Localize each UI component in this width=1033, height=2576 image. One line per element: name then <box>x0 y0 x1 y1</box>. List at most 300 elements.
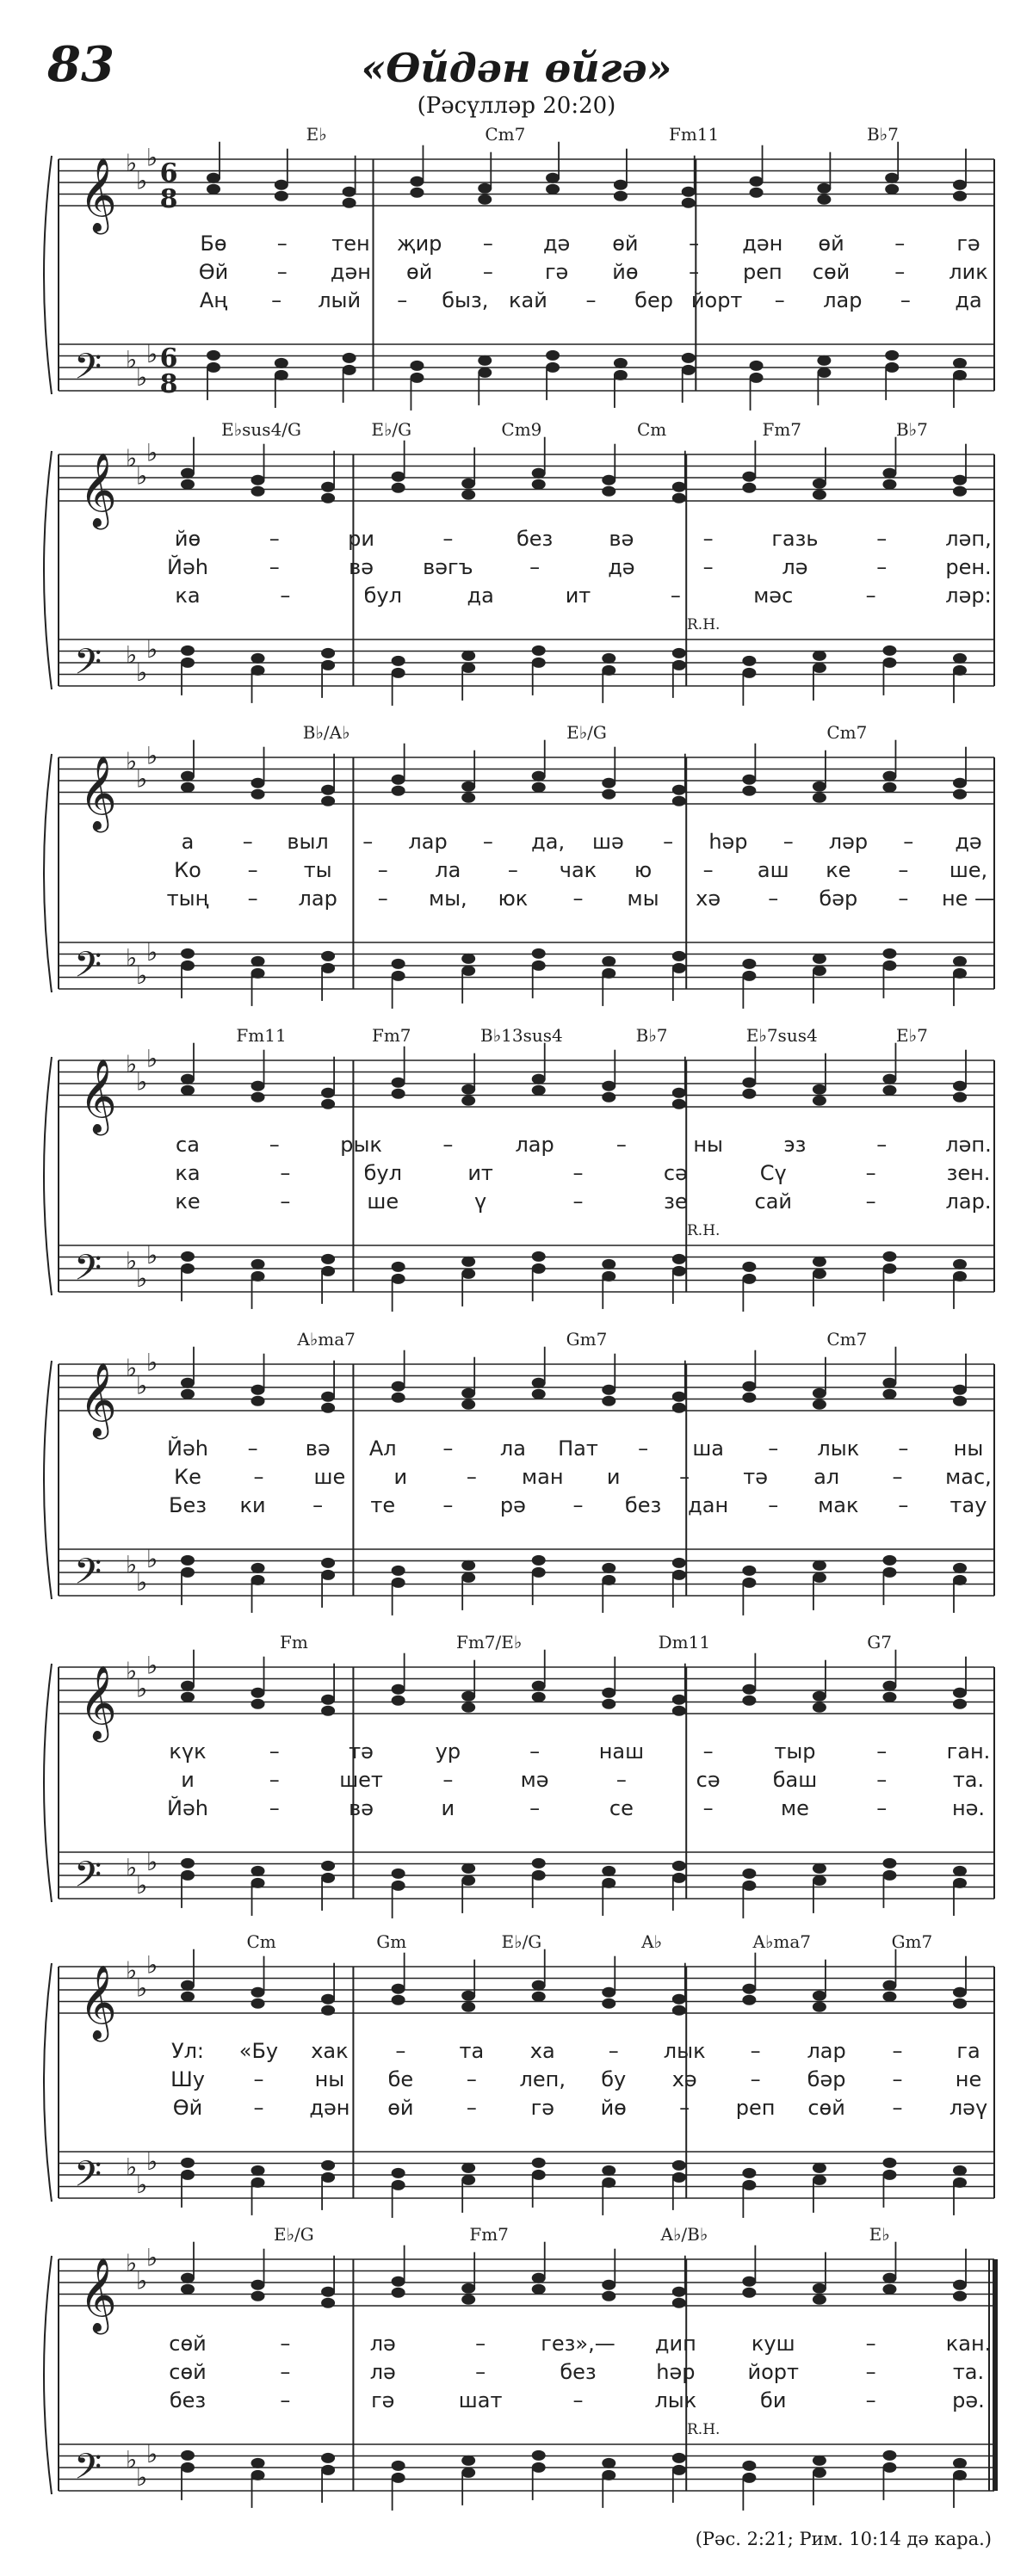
treble-note-head <box>602 1396 615 1406</box>
lyric-syllable: – <box>898 886 909 911</box>
bass-note-head <box>321 1266 335 1276</box>
lyric-syllable: мак <box>818 1493 859 1517</box>
bass-note-head <box>882 658 896 668</box>
lyric-syllable: – <box>572 1493 584 1517</box>
key-signature-flat: ♭ <box>136 1371 148 1400</box>
bass-note-head <box>546 350 560 361</box>
treble-note-head <box>251 1081 265 1091</box>
key-signature-flat: ♭ <box>126 1657 138 1685</box>
lyric-syllable: – <box>898 1493 909 1517</box>
bass-note-head <box>207 350 220 361</box>
treble-note-head <box>532 468 546 479</box>
treble-note-head <box>251 2291 265 2301</box>
treble-note-head <box>813 781 826 792</box>
treble-note-head <box>742 786 756 796</box>
bass-note-head <box>251 1575 265 1585</box>
lyric-syllable: ит <box>565 584 591 608</box>
key-signature-flat: ♭ <box>146 1044 158 1073</box>
lyric-syllable: – <box>475 2360 486 2384</box>
bass-note-head <box>742 1566 756 1576</box>
lyric-syllable: – <box>702 555 714 579</box>
bass-note-head <box>321 660 335 670</box>
lyric-syllable: – <box>377 886 388 911</box>
key-signature-flat: ♭ <box>146 634 158 664</box>
chord-symbol: B♭7 <box>866 124 899 145</box>
treble-note-head <box>817 195 831 205</box>
lyric-syllable: йө <box>612 260 639 284</box>
treble-note-head <box>882 1681 896 1691</box>
lyric-syllable: – <box>892 2039 903 2063</box>
treble-note-head <box>953 1998 967 2009</box>
treble-note-head <box>602 1987 615 1998</box>
treble-note-head <box>461 1388 475 1399</box>
key-signature-flat: ♭ <box>136 2170 148 2199</box>
bass-clef: 𝄢 <box>74 346 102 396</box>
treble-note-head <box>321 785 335 795</box>
chord-symbol: E♭7sus4 <box>745 1025 818 1046</box>
treble-note-head <box>813 1388 826 1399</box>
lyric-syllable: – <box>894 260 906 284</box>
lyric-syllable: – <box>442 1493 454 1517</box>
bass-note-head <box>742 1869 756 1879</box>
lyric-syllable: дә <box>955 830 982 854</box>
bass-note-head <box>321 2453 335 2463</box>
treble-note-head <box>546 184 560 195</box>
chord-symbol: A♭ <box>641 1931 663 1952</box>
lyric-syllable: – <box>269 1739 280 1764</box>
bass-note-head <box>672 2465 686 2475</box>
key-signature-flat: ♭ <box>146 1950 158 1980</box>
lyric-syllable: Ул: <box>170 2039 205 2063</box>
treble-note-head <box>602 778 615 788</box>
lyric-syllable: лә <box>782 555 808 579</box>
bass-note-head <box>181 961 195 971</box>
lyric-syllable: – <box>276 232 288 256</box>
lyric-syllable: – <box>892 1465 903 1489</box>
lyric-syllable: кан. <box>945 2332 992 2356</box>
lyric-syllable: дән <box>330 260 371 284</box>
treble-note-head <box>251 1699 265 1709</box>
bass-note-head <box>742 668 756 678</box>
treble-note-head <box>532 1378 546 1388</box>
lyric-syllable: – <box>876 1796 888 1820</box>
treble-clef: 𝄞 <box>79 1059 117 1133</box>
lyric-syllable: ган. <box>946 1739 991 1764</box>
bass-note-head <box>813 2175 826 2185</box>
lyric-syllable: ше <box>313 1465 346 1489</box>
lyric-syllable: да <box>467 584 494 608</box>
lyric-syllable: – <box>466 2067 477 2091</box>
key-signature-flat: ♭ <box>146 2439 158 2468</box>
lyric-syllable: и <box>393 1465 408 1489</box>
lyric-syllable: Ке <box>174 1465 201 1489</box>
lyric-syllable: – <box>876 527 888 551</box>
lyric-syllable: Йәһ <box>167 1436 208 1461</box>
bass-note-head <box>392 1262 405 1272</box>
treble-note-head <box>817 183 831 194</box>
treble-note-head <box>321 2298 335 2308</box>
bass-note-head <box>478 355 492 366</box>
treble-note-head <box>478 195 492 205</box>
lyric-syllable: Пат <box>558 1436 598 1461</box>
lyric-syllable: – <box>269 1796 280 1820</box>
treble-note-head <box>251 2280 265 2290</box>
bass-note-head <box>461 1560 475 1571</box>
treble-note-head <box>953 191 967 201</box>
treble-note-head <box>882 468 896 479</box>
treble-note-head <box>672 796 686 806</box>
treble-note-head <box>461 1691 475 1702</box>
treble-note-head <box>742 1089 756 1099</box>
lyric-syllable: вә <box>349 555 374 579</box>
bass-note-head <box>953 1575 967 1585</box>
lyric-syllable: – <box>482 260 493 284</box>
treble-note-head <box>882 479 896 490</box>
bass-note-head <box>953 1271 967 1282</box>
lyric-syllable: кай <box>509 288 547 312</box>
treble-note-head <box>682 187 696 197</box>
lyric-syllable: ла <box>499 1436 526 1461</box>
lyric-syllable: тен <box>331 232 370 256</box>
bass-note-head <box>251 1563 265 1573</box>
lyric-syllable: «Бу <box>238 2039 279 2063</box>
lyric-syllable: дән <box>309 2096 350 2120</box>
lyric-syllable: – <box>768 886 779 911</box>
treble-note-head <box>207 173 220 183</box>
treble-note-head <box>181 2284 195 2295</box>
bass-note-head <box>461 2456 475 2466</box>
lyric-syllable: – <box>269 1768 280 1792</box>
bass-note-head <box>672 1254 686 1264</box>
treble-note-head <box>461 2295 475 2305</box>
treble-note-head <box>392 1089 405 1099</box>
lyric-syllable: – <box>276 260 288 284</box>
bass-note-head <box>181 1251 195 1262</box>
bass-note-head <box>392 959 405 969</box>
lyric-syllable: – <box>442 1133 454 1157</box>
lyric-syllable: и <box>181 1768 195 1792</box>
treble-note-head <box>181 479 195 490</box>
treble-note-head <box>532 1389 546 1399</box>
bass-note-head <box>251 2458 265 2468</box>
lyric-syllable: – <box>663 830 674 854</box>
chord-symbol: Cm <box>246 1931 276 1952</box>
lyric-syllable: – <box>253 2067 264 2091</box>
treble-note-head <box>602 1699 615 1709</box>
key-signature-flat: ♭ <box>136 1674 148 1703</box>
lyric-syllable: – <box>280 1161 291 1185</box>
bass-note-head <box>532 1555 546 1566</box>
time-signature-bottom: 8 <box>159 369 178 399</box>
treble-note-head <box>602 1081 615 1091</box>
chord-symbol: Cm7 <box>826 1329 868 1350</box>
chord-symbol: E♭7 <box>896 1025 928 1046</box>
lyric-syllable: – <box>269 555 280 579</box>
bass-note-head <box>461 1863 475 1874</box>
bass-note-head <box>181 948 195 959</box>
lyric-syllable: – <box>280 1189 291 1214</box>
lyric-syllable: ны <box>953 1436 984 1461</box>
treble-note-head <box>672 1392 686 1402</box>
chord-symbol: E♭/G <box>371 419 412 440</box>
lyric-syllable: күк <box>169 1739 207 1764</box>
system-brace <box>44 1963 52 2202</box>
chord-symbol: Fm7/E♭ <box>455 1632 523 1652</box>
bass-note-head <box>321 1254 335 1264</box>
lyric-syllable: лар <box>298 886 337 911</box>
treble-note-head <box>251 1987 265 1998</box>
bass-note-head <box>343 365 356 375</box>
lyric-syllable: – <box>482 232 493 256</box>
key-signature-flat: ♭ <box>146 143 158 172</box>
chord-symbol: Cm7 <box>485 124 526 145</box>
bass-note-head <box>392 656 405 666</box>
treble-note-head <box>602 2291 615 2301</box>
bass-note-head <box>882 2462 896 2473</box>
lyric-syllable: лар. <box>945 1189 992 1214</box>
lyric-syllable: хә <box>696 886 721 911</box>
key-signature-flat: ♭ <box>126 2445 138 2474</box>
lyric-syllable: өй <box>387 2096 414 2120</box>
bass-note-head <box>742 2180 756 2190</box>
lyric-syllable: – <box>670 584 681 608</box>
lyric-syllable: ша <box>692 1436 725 1461</box>
lyric-syllable: ла <box>435 858 461 882</box>
bass-note-head <box>602 653 615 664</box>
bass-note-head <box>181 2462 195 2473</box>
lyric-syllable: – <box>750 2039 761 2063</box>
lyric-syllable: – <box>865 1189 876 1214</box>
bass-note-head <box>321 963 335 973</box>
treble-note-head <box>532 479 546 490</box>
lyric-syllable: ал <box>813 1465 840 1489</box>
bass-clef: 𝄢 <box>74 944 102 994</box>
bass-note-head <box>953 665 967 676</box>
treble-note-head <box>750 176 764 187</box>
lyric-syllable: без <box>169 2388 207 2412</box>
bass-note-head <box>672 1266 686 1276</box>
lyric-syllable: эз <box>783 1133 807 1157</box>
lyric-syllable: Ко <box>174 858 201 882</box>
bass-note-head <box>321 2160 335 2171</box>
lyric-syllable: мы <box>627 886 659 911</box>
treble-note-head <box>532 771 546 781</box>
hymn-number: 83 <box>47 36 114 93</box>
key-signature-flat: ♭ <box>126 444 138 473</box>
treble-note-head <box>181 468 195 479</box>
bass-note-head <box>321 648 335 658</box>
chord-symbol: B♭/A♭ <box>302 722 350 743</box>
treble-note-head <box>321 1695 335 1705</box>
bass-note-head <box>461 651 475 661</box>
bass-note-head <box>742 1578 756 1588</box>
lyric-syllable: – <box>280 2332 291 2356</box>
lyric-syllable: гез»,— <box>541 2332 615 2356</box>
bass-note-head <box>321 2465 335 2475</box>
lyric-syllable: выл <box>287 830 329 854</box>
bass-note-head <box>392 2473 405 2483</box>
chord-symbol: E♭ <box>306 124 327 145</box>
lyric-syllable: мы, <box>428 886 467 911</box>
lyric-syllable: лар <box>823 288 863 312</box>
treble-note-head <box>672 1706 686 1716</box>
key-signature-flat: ♭ <box>136 764 148 794</box>
treble-note-head <box>251 1092 265 1103</box>
chord-symbol: Gm7 <box>891 1931 933 1952</box>
treble-note-head <box>813 479 826 489</box>
lyric-syllable: – <box>572 886 584 911</box>
bass-clef: 𝄢 <box>74 1551 102 1601</box>
bass-note-head <box>602 968 615 979</box>
lyric-syllable: чак <box>559 858 597 882</box>
treble-note-head <box>410 176 424 187</box>
lyric-syllable: леп, <box>519 2067 566 2091</box>
bass-note-head <box>750 373 764 383</box>
lyric-syllable: ка <box>175 584 201 608</box>
lyric-syllable: юк <box>498 886 529 911</box>
key-signature-flat: ♭ <box>126 1246 138 1276</box>
key-signature-flat: ♭ <box>126 1956 138 1985</box>
lyric-syllable: бу <box>601 2067 627 2091</box>
bass-note-head <box>953 1259 967 1269</box>
lyric-syllable: – <box>397 288 408 312</box>
bass-clef: 𝄢 <box>74 2446 102 2496</box>
bass-note-head <box>602 665 615 676</box>
lyric-syllable: – <box>253 1465 264 1489</box>
bass-note-head <box>321 1873 335 1883</box>
lyric-syllable: – <box>529 555 541 579</box>
bass-note-head <box>953 370 967 380</box>
lyric-syllable: – <box>876 1768 888 1792</box>
lyric-syllable: – <box>865 2388 876 2412</box>
lyric-syllable: та. <box>952 1768 985 1792</box>
bass-note-head <box>813 2468 826 2478</box>
key-signature-flat: ♭ <box>136 362 148 392</box>
bass-note-head <box>532 1858 546 1869</box>
chord-symbol: A♭/B♭ <box>660 2224 708 2245</box>
lyric-syllable: ны <box>314 2067 345 2091</box>
lyric-syllable: лә <box>369 2360 396 2384</box>
key-signature-flat: ♭ <box>126 2153 138 2182</box>
bass-note-head <box>392 1578 405 1588</box>
bass-note-head <box>953 1878 967 1888</box>
lyric-syllable: сөй <box>807 2096 845 2120</box>
bass-note-head <box>532 646 546 656</box>
lyric-syllable: Йәһ <box>167 555 208 579</box>
lyric-syllable: бул <box>363 584 402 608</box>
bass-note-head <box>882 2170 896 2180</box>
treble-note-head <box>251 1385 265 1395</box>
treble-note-head <box>742 483 756 493</box>
treble-note-head <box>181 2273 195 2283</box>
bass-note-head <box>813 663 826 673</box>
treble-note-head <box>251 475 265 485</box>
bass-note-head <box>813 1269 826 1279</box>
treble-note-head <box>275 191 288 201</box>
treble-note-head <box>813 1084 826 1095</box>
lyric-syllable: гә <box>544 260 569 284</box>
lyric-syllable: мә <box>520 1768 549 1792</box>
treble-note-head <box>953 475 967 485</box>
treble-note-head <box>461 2002 475 2012</box>
bass-note-head <box>813 2163 826 2173</box>
treble-note-head <box>882 782 896 793</box>
lyric-syllable: ке <box>826 858 851 882</box>
treble-note-head <box>750 188 764 198</box>
chord-symbol: B♭7 <box>635 1025 668 1046</box>
treble-note-head <box>251 1998 265 2009</box>
treble-note-head <box>885 173 899 183</box>
final-barline-thick <box>993 2259 998 2491</box>
lyric-syllable: – <box>280 2388 291 2412</box>
lyric-syllable: – <box>865 2332 876 2356</box>
bass-note-head <box>532 2170 546 2180</box>
treble-note-head <box>532 2284 546 2295</box>
system-brace <box>44 451 52 689</box>
treble-note-head <box>953 180 967 190</box>
bass-note-head <box>532 1251 546 1262</box>
key-signature-flat: ♭ <box>136 2462 148 2492</box>
treble-note-head <box>532 1980 546 1991</box>
treble-note-head <box>953 1385 967 1395</box>
lyric-syllable: һәр <box>708 830 748 854</box>
lyric-syllable: те <box>370 1493 396 1517</box>
lyric-syllable: – <box>898 858 909 882</box>
treble-note-head <box>321 1392 335 1402</box>
bass-note-head <box>742 1262 756 1272</box>
lyric-syllable: лар <box>515 1133 554 1157</box>
lyric-syllable: рык <box>340 1133 382 1157</box>
key-signature-flat: ♭ <box>146 339 158 368</box>
treble-note-head <box>614 191 628 201</box>
treble-note-head <box>461 1399 475 1410</box>
lyric-syllable: Аң <box>199 288 228 312</box>
bass-note-head <box>532 961 546 971</box>
bass-note-head <box>813 966 826 976</box>
treble-note-head <box>461 2283 475 2294</box>
treble-note-head <box>614 180 628 190</box>
bass-note-head <box>532 1567 546 1578</box>
bass-note-head <box>742 656 756 666</box>
bass-note-head <box>392 1274 405 1284</box>
lyric-syllable: тыр <box>774 1739 816 1764</box>
bass-note-head <box>251 2470 265 2480</box>
lyric-syllable: – <box>269 1133 280 1157</box>
key-signature-flat: ♭ <box>146 2243 158 2272</box>
key-signature-flat: ♭ <box>136 1263 148 1293</box>
lyric-syllable: – <box>271 288 282 312</box>
treble-note-head <box>882 1980 896 1991</box>
bass-note-head <box>672 1558 686 1568</box>
treble-note-head <box>321 1088 335 1098</box>
bass-note-head <box>614 370 628 380</box>
bass-note-head <box>953 1563 967 1573</box>
lyric-syllable: – <box>903 830 914 854</box>
lyric-syllable: – <box>253 2096 264 2120</box>
lyric-syllable: – <box>876 1133 888 1157</box>
chord-symbol: B♭7 <box>895 419 928 440</box>
lyric-syllable: реп <box>735 2096 776 2120</box>
treble-note-head <box>953 1699 967 1709</box>
treble-note-head <box>602 486 615 497</box>
treble-note-head <box>251 778 265 788</box>
lyric-syllable: – <box>702 858 714 882</box>
treble-note-head <box>882 1992 896 2002</box>
bass-note-head <box>392 1869 405 1879</box>
bass-note-head <box>478 368 492 378</box>
chord-symbol: Gm7 <box>566 1329 608 1350</box>
lyric-syllable: Сү <box>759 1161 787 1185</box>
